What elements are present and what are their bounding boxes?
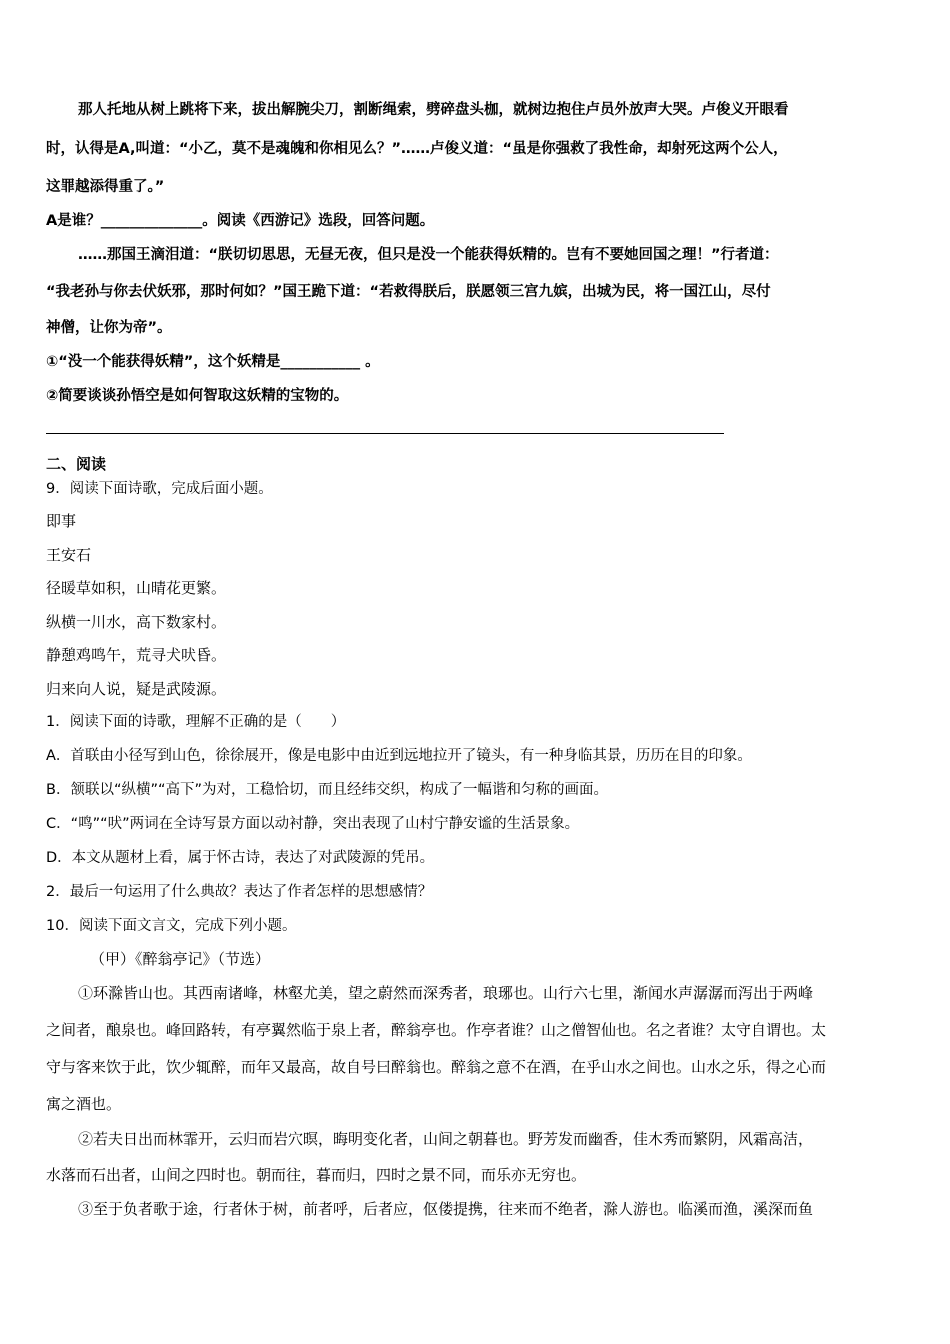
q9-sub2: 2．最后一句运用了什么典故？表达了作者怎样的思想感情？ (46, 884, 433, 900)
essay-p1-line: 之间者，酿泉也。峰回路转，有亭翼然临于泉上者，醉翁亭也。作亭者谁？山之僧智仙也。名之者谁？太守自谓也。太 (46, 1021, 827, 1039)
passage1-line1: 那人托地从树上跳将下来，拔出解腕尖刀，割断绳索，劈碎盘头枷，就树边抱住卢员外放声大哭。卢俊义开眼看 (78, 102, 789, 118)
passage2-line3: 神僧，让你为帝”。 (46, 320, 172, 336)
poem-line: 静憩鸡鸣午，荒寻犬吠昏。 (46, 646, 227, 664)
poem-line: 归来向人说，疑是武陵源。 (46, 680, 227, 698)
question-who-is-a: A是谁？______________。阅读《西游记》选段，回答问题。 (46, 213, 435, 229)
answer-line (46, 433, 724, 434)
poem-title: 即事 (46, 512, 77, 530)
section-title: 二、阅读 (46, 455, 107, 473)
question-demon: ①“没一个能获得妖精”，这个妖精是___________ 。 (46, 354, 380, 370)
q9-sub1: 1．阅读下面的诗歌，理解不正确的是（ ） (46, 714, 346, 730)
q9-intro: 9．阅读下面诗歌，完成后面小题。 (46, 481, 273, 497)
poem-author: 王安石 (46, 546, 92, 564)
option-b: B．颔联以“纵横”“高下”为对，工稳恰切，而且经纬交织，构成了一幅谐和匀称的画面。 (46, 782, 608, 798)
q10-part-title: （甲）《醉翁亭记》（节选） (90, 950, 271, 968)
q10-intro: 10．阅读下面文言文，完成下列小题。 (46, 918, 297, 934)
poem-line: 纵横一川水，高下数家村。 (46, 613, 227, 631)
essay-p3-line: ③至于负者歌于途，行者休于树，前者呼，后者应，伛偻提携，往来而不绝者，滁人游也。临溪而渔，溪深而鱼 (78, 1200, 814, 1218)
passage1-line2: 时，认得是A,叫道：“小乙，莫不是魂魄和你相见么？”……卢俊义道：“虽是你强救了我性命，却射死这两个公人， (46, 141, 788, 157)
option-a: A．首联由小径写到山色，徐徐展开，像是电影中由近到远地拉开了镜头，有一种身临其景，历历在目的印象。 (46, 748, 752, 764)
option-d: D．本文从题材上看，属于怀古诗，表达了对武陵源的凭吊。 (46, 850, 435, 866)
question-treasure: ②简要谈谈孙悟空是如何智取这妖精的宝物的。 (46, 388, 349, 404)
option-c: C．“鸣”“吠”两词在全诗写景方面以动衬静，突出表现了山村宁静安谧的生活景象。 (46, 816, 580, 832)
passage1-line3: 这罪越添得重了。” (46, 179, 165, 195)
essay-p1-line: 寓之酒也。 (46, 1095, 122, 1113)
essay-p2-line: 水落而石出者，山间之四时也。朝而往，暮而归，四时之景不同，而乐亦无穷也。 (46, 1166, 587, 1184)
essay-p2-line: ②若夫日出而林霏开，云归而岩穴暝，晦明变化者，山间之朝暮也。野芳发而幽香，佳木秀而繁阴，风霜高洁， (78, 1130, 814, 1148)
passage2-line2: “我老孙与你去伏妖邪，那时何如？”国王跪下道：“若救得朕后，朕愿领三宫九嫔，出城为民，将一国江山，尽付 (46, 284, 771, 300)
essay-p1-line: ①环滁皆山也。其西南诸峰，林壑尤美，望之蔚然而深秀者，琅琊也。山行六七里，渐闻水声潺潺而泻出于两峰 (78, 984, 814, 1002)
passage2-line1: ……那国王滴泪道：“朕切切思思，无昼无夜，但只是没一个能获得妖精的。岂有不要她回国之理！”行者道： (78, 247, 779, 263)
essay-p1-line: 守与客来饮于此，饮少辄醉，而年又最高，故自号曰醉翁也。醉翁之意不在酒，在乎山水之间也。山水之乐，得之心而 (46, 1058, 827, 1076)
poem-line: 径暖草如积，山晴花更繁。 (46, 579, 227, 597)
